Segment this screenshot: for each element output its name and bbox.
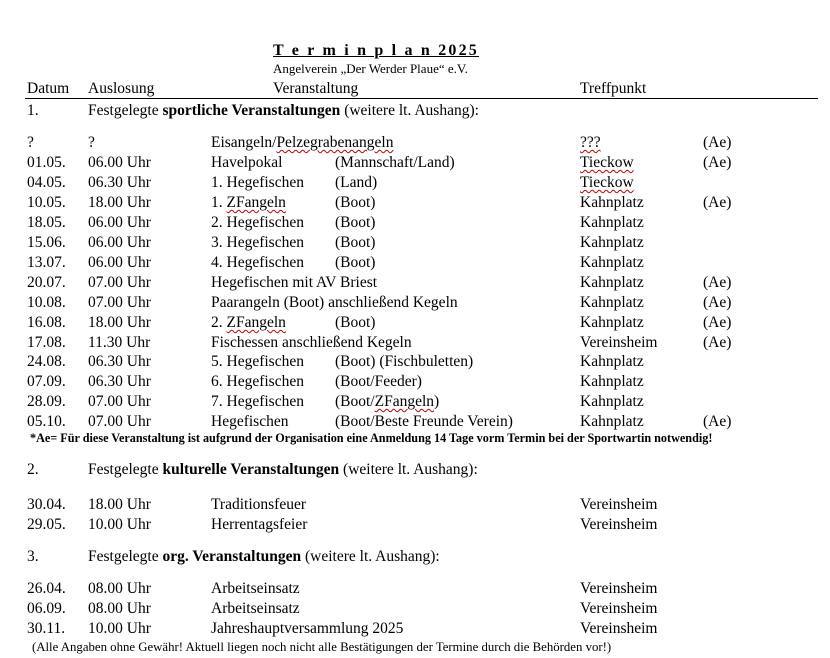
event-time: 06.30 Uhr bbox=[88, 353, 151, 370]
event-name: Arbeitseinsatz bbox=[211, 580, 300, 597]
event-date: 17.08. bbox=[27, 334, 66, 351]
event-detail: (Mannschaft/Land) bbox=[335, 154, 455, 171]
event-location: Kahnplatz bbox=[580, 194, 644, 211]
event-location: ??? bbox=[580, 134, 601, 151]
event-location: Vereinsheim bbox=[580, 516, 658, 533]
section-number: 2. bbox=[27, 461, 39, 478]
event-date: 04.05. bbox=[27, 174, 66, 191]
event-date: 13.07. bbox=[27, 254, 66, 271]
event-name: 2. ZFangeln bbox=[211, 314, 286, 331]
event-time: 06.00 Uhr bbox=[88, 214, 151, 231]
event-time: ? bbox=[88, 134, 95, 151]
event-time: 11.30 Uhr bbox=[88, 334, 151, 351]
event-name: 1. Hegefischen bbox=[211, 174, 304, 191]
registration-flag: (Ae) bbox=[703, 314, 732, 331]
event-detail: (Land) bbox=[335, 174, 378, 191]
event-location: Vereinsheim bbox=[580, 334, 658, 351]
event-time: 06.30 Uhr bbox=[88, 174, 151, 191]
event-time: 08.00 Uhr bbox=[88, 600, 151, 617]
event-name: 1. ZFangeln bbox=[211, 194, 286, 211]
event-date: 15.06. bbox=[27, 234, 66, 251]
section-heading-culture: Festgelegte kulturelle Veranstaltungen (weitere lt. Aushang): bbox=[88, 461, 478, 478]
event-name: 6. Hegefischen bbox=[211, 373, 304, 390]
event-name: 2. Hegefischen bbox=[211, 214, 304, 231]
registration-flag: (Ae) bbox=[703, 274, 732, 291]
registration-flag: (Ae) bbox=[703, 413, 732, 430]
registration-flag: (Ae) bbox=[703, 334, 732, 351]
event-date: 20.07. bbox=[27, 274, 66, 291]
event-location: Tieckow bbox=[580, 154, 634, 171]
event-location: Kahnplatz bbox=[580, 373, 644, 390]
club-name: Angelverein „Der Werder Plaue“ e.V. bbox=[273, 61, 468, 76]
event-time: 10.00 Uhr bbox=[88, 620, 151, 637]
event-date: 18.05. bbox=[27, 214, 66, 231]
event-time: 18.00 Uhr bbox=[88, 314, 151, 331]
event-name: Herrentagsfeier bbox=[211, 516, 308, 533]
event-date: 28.09. bbox=[27, 393, 66, 410]
event-name: Fischessen anschließend Kegeln bbox=[211, 334, 412, 351]
event-date: 10.08. bbox=[27, 294, 66, 311]
event-date: 24.08. bbox=[27, 353, 66, 370]
event-time: 07.00 Uhr bbox=[88, 274, 151, 291]
event-name: Traditionsfeuer bbox=[211, 496, 306, 513]
section-heading-org: Festgelegte org. Veranstaltungen (weitere lt. Aushang): bbox=[88, 548, 440, 565]
event-date: 01.05. bbox=[27, 154, 66, 171]
event-time: 18.00 Uhr bbox=[88, 194, 151, 211]
event-location: Tieckow bbox=[580, 174, 634, 191]
event-name: Hegefischen mit AV Briest bbox=[211, 274, 378, 291]
event-location: Vereinsheim bbox=[580, 496, 658, 513]
event-location: Vereinsheim bbox=[580, 620, 658, 637]
header-divider bbox=[25, 98, 818, 99]
event-time: 06.00 Uhr bbox=[88, 234, 151, 251]
event-name: Arbeitseinsatz bbox=[211, 600, 300, 617]
event-time: 07.00 Uhr bbox=[88, 294, 151, 311]
registration-flag: (Ae) bbox=[703, 134, 732, 151]
event-detail: (Boot/Beste Freunde Verein) bbox=[335, 413, 513, 430]
event-detail: (Boot) bbox=[335, 314, 376, 331]
event-name: 4. Hegefischen bbox=[211, 254, 304, 271]
event-name: 5. Hegefischen bbox=[211, 353, 304, 370]
event-name: Hegefischen bbox=[211, 413, 289, 430]
event-name: Jahreshauptversammlung 2025 bbox=[211, 620, 404, 637]
event-location: Vereinsheim bbox=[580, 580, 658, 597]
registration-flag: (Ae) bbox=[703, 194, 732, 211]
header-datum: Datum bbox=[27, 80, 70, 97]
event-time: 07.00 Uhr bbox=[88, 413, 151, 430]
section-heading-sport: Festgelegte sportliche Veranstaltungen (weitere lt. Aushang): bbox=[88, 102, 479, 119]
header-veranstaltung: Veranstaltung bbox=[273, 80, 359, 97]
registration-note: *Ae= Für diese Veranstaltung ist aufgrund der Organisation eine Anmeldung 14 Tage vorm Termin bei der Sportwartin notwendig! bbox=[30, 431, 713, 445]
event-location: Kahnplatz bbox=[580, 274, 644, 291]
event-detail: (Boot/ZFangeln) bbox=[335, 393, 440, 410]
event-date: 10.05. bbox=[27, 194, 66, 211]
event-time: 10.00 Uhr bbox=[88, 516, 151, 533]
event-location: Kahnplatz bbox=[580, 214, 644, 231]
event-date: ? bbox=[27, 134, 34, 151]
event-location: Kahnplatz bbox=[580, 294, 644, 311]
event-location: Vereinsheim bbox=[580, 600, 658, 617]
registration-flag: (Ae) bbox=[703, 294, 732, 311]
event-name: 3. Hegefischen bbox=[211, 234, 304, 251]
event-time: 18.00 Uhr bbox=[88, 496, 151, 513]
event-time: 06.00 Uhr bbox=[88, 154, 151, 171]
event-name: Havelpokal bbox=[211, 154, 283, 171]
event-date: 29.05. bbox=[27, 516, 66, 533]
header-treffpunkt: Treffpunkt bbox=[580, 80, 647, 97]
event-time: 08.00 Uhr bbox=[88, 580, 151, 597]
event-location: Kahnplatz bbox=[580, 353, 644, 370]
event-location: Kahnplatz bbox=[580, 393, 644, 410]
event-detail: (Boot) bbox=[335, 214, 376, 231]
event-date: 30.04. bbox=[27, 496, 66, 513]
event-name: Paarangeln (Boot) anschließend Kegeln bbox=[211, 294, 458, 311]
event-detail: (Boot) bbox=[335, 234, 376, 251]
event-location: Kahnplatz bbox=[580, 234, 644, 251]
event-name: 7. Hegefischen bbox=[211, 393, 304, 410]
header-auslosung: Auslosung bbox=[88, 80, 155, 97]
event-detail: (Boot/Feeder) bbox=[335, 373, 422, 390]
event-time: 06.30 Uhr bbox=[88, 373, 151, 390]
event-detail: (Boot) bbox=[335, 254, 376, 271]
event-time: 07.00 Uhr bbox=[88, 393, 151, 410]
event-location: Kahnplatz bbox=[580, 314, 644, 331]
registration-flag: (Ae) bbox=[703, 154, 732, 171]
event-detail: (Boot) (Fischbuletten) bbox=[335, 353, 474, 370]
section-number: 1. bbox=[27, 102, 39, 119]
event-date: 16.08. bbox=[27, 314, 66, 331]
event-location: Kahnplatz bbox=[580, 254, 644, 271]
disclaimer-footer: (Alle Angaben ohne Gewähr! Aktuell liegen noch nicht alle Bestätigungen der Termine durch die Behörden vor!) bbox=[32, 640, 612, 654]
event-date: 05.10. bbox=[27, 413, 66, 430]
event-detail: (Boot) bbox=[335, 194, 376, 211]
event-date: 30.11. bbox=[27, 620, 66, 637]
event-name: Eisangeln/Pelzegrabenangeln bbox=[211, 134, 394, 151]
event-date: 26.04. bbox=[27, 580, 66, 597]
section-number: 3. bbox=[27, 548, 39, 565]
event-time: 06.00 Uhr bbox=[88, 254, 151, 271]
document-title: T e r m i n p l a n 2025 bbox=[273, 42, 480, 59]
event-date: 07.09. bbox=[27, 373, 66, 390]
event-date: 06.09. bbox=[27, 600, 66, 617]
event-location: Kahnplatz bbox=[580, 413, 644, 430]
